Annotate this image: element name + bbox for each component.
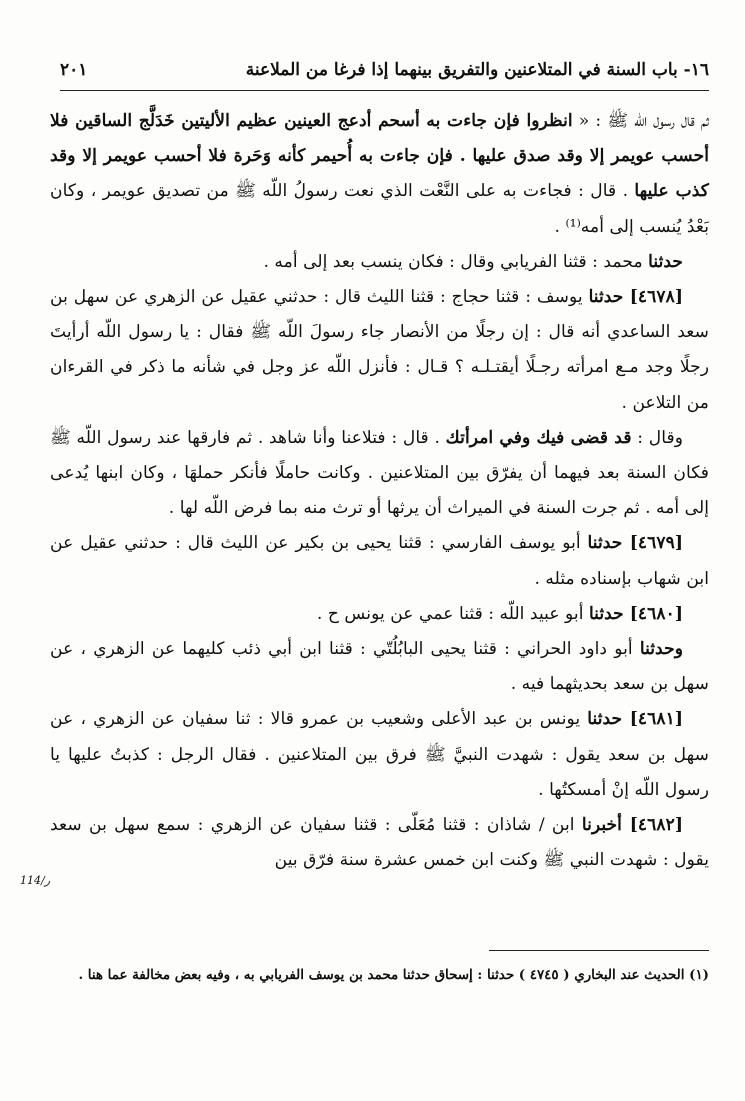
hadith-number: [٤٦٨٢] xyxy=(621,815,683,836)
text-segment: محمد : قثنا الفريابي وقال : فكان ينسب بعد إلى أمه . xyxy=(263,251,649,272)
page-header xyxy=(60,58,709,91)
hadith-paragraph xyxy=(50,597,709,632)
hadith-paragraph xyxy=(50,245,709,280)
hadith-number: [٤٦٧٨] xyxy=(623,287,683,308)
text-segment: يوسف : قثنا حجاج : قثنا الليث قال : حدثني عقيل عن الزهري عن سهل بن سعد الساعدي أنه قال : إن رجلًا من الأنصار جاء رسولَ اللّه ﷺ فقال : يا رسول اللّه أرأيتَ رجلًا وجد مـع امرأته رجـلًا أيقتـلـه ؟ قـال : فأنزل اللّه عز وجل في شأنه ما ذكر في القرءان من التلاعن . xyxy=(50,287,709,413)
transmission-lead: أخبرنا xyxy=(581,815,622,836)
page-number: ٢٠١ xyxy=(60,60,88,80)
transmission-lead: حدثنا xyxy=(648,251,683,272)
text-segment: . قال : فجاءت به على النَّعْت الذي نعت رسولُ اللّه ﷺ من تصديق عويمر ، وكان بَعْدُ يُنسب إلى أمه⁽¹⁾ . xyxy=(50,181,709,237)
prophetic-saying: انظروا فإن جاءت به أسحم أدعج العينين عظيم الأليتين خَدَلَّج الساقين فلا أحسب عويمر إلا وقد صدق عليها . فإن جاءت به أُحيمر كأنه وَحَرة فلا أحسب عويمر إلا وقد كذب عليها xyxy=(50,111,709,202)
transmission-lead: حدثنا xyxy=(587,709,623,730)
footnote: (١) الحديث عند البخاري ( ٤٧٤٥ ) حدثنا : إسحاق حدثنا محمد بن يوسف الفريابي به ، وفيه بعض مخالفة عما هنا . xyxy=(78,967,709,983)
hadith-paragraph xyxy=(50,421,709,527)
hadith-number: [٤٦٨١] xyxy=(622,709,683,730)
text-segment: وقال : xyxy=(631,427,684,448)
hadith-paragraph xyxy=(50,632,709,702)
hadith-number: [٤٦٨٠] xyxy=(623,603,683,624)
manuscript-folio-ref: ر/114 xyxy=(20,874,51,887)
transmission-lead: حدثنا xyxy=(588,287,624,308)
text-segment: أبو داود الحراني : قثنا يحيى البابُلُتّي : قثنا ابن أبي ذئب كليهما عن الزهري ، عن سهل بن سعد بحديثهما فيه . xyxy=(50,639,709,695)
hadith-paragraph xyxy=(50,702,709,808)
text-segment: ثم قال رسول الله ﷺ : « xyxy=(572,111,709,131)
hadith-paragraph xyxy=(50,526,709,596)
prophetic-saying: قد قضى فيك وفي امرأتك xyxy=(445,427,632,448)
text-segment: . قال : فتلاعنا وأنا شاهد . ثم فارقها عند رسول اللّه ﷺ فكان السنة بعد فيهما أن يفرّق بين المتلاعنين . وكانت حاملًا فأنكر حملهَا ، وكان ابنها يُدعى إلى أمه . ثم جرت السنة في الميراث أن يرثها أو ترث منه بما فرض اللّه لها . xyxy=(50,427,709,519)
hadith-paragraph xyxy=(50,104,709,245)
running-title: ١٦- باب السنة في المتلاعنين والتفريق بينهما إذا فرغا من الملاعنة xyxy=(245,60,709,80)
footnote-rule xyxy=(489,950,709,951)
transmission-lead: حدثنا xyxy=(587,533,623,554)
hadith-paragraph xyxy=(50,280,709,421)
text-segment: أبو يوسف الفارسي : قثنا يحيى بن بكير عن الليث قال : حدثني عقيل عن ابن شهاب بإسناده مثله . xyxy=(50,533,709,589)
hadith-number: [٤٦٧٩] xyxy=(622,533,683,554)
transmission-lead: حدثنا xyxy=(588,603,624,624)
transmission-lead: وحدثنا xyxy=(639,639,683,660)
main-text xyxy=(50,104,709,878)
text-segment: يونس بن عبد الأعلى وشعيب بن عمرو قالا : ثنا سفيان عن الزهري ، عن سهل بن سعد يقول : شهدت النبيَّ ﷺ فرق بين المتلاعنين . فقال الرجل : كذبتُ عليها يا رسول اللّه إنْ أمسكتُها . xyxy=(50,709,709,800)
hadith-paragraph xyxy=(50,808,709,878)
text-segment: ابن / شاذان : قثنا مُعَلّى : قثنا سفيان عن الزهري : سمع سهل بن سعد يقول : شهدت النبي ﷺ وكنت ابن خمس عشرة سنة فرّق بين xyxy=(50,815,709,871)
text-segment: أبو عبيد اللّه : قثنا عمي عن يونس ح . xyxy=(316,603,589,624)
